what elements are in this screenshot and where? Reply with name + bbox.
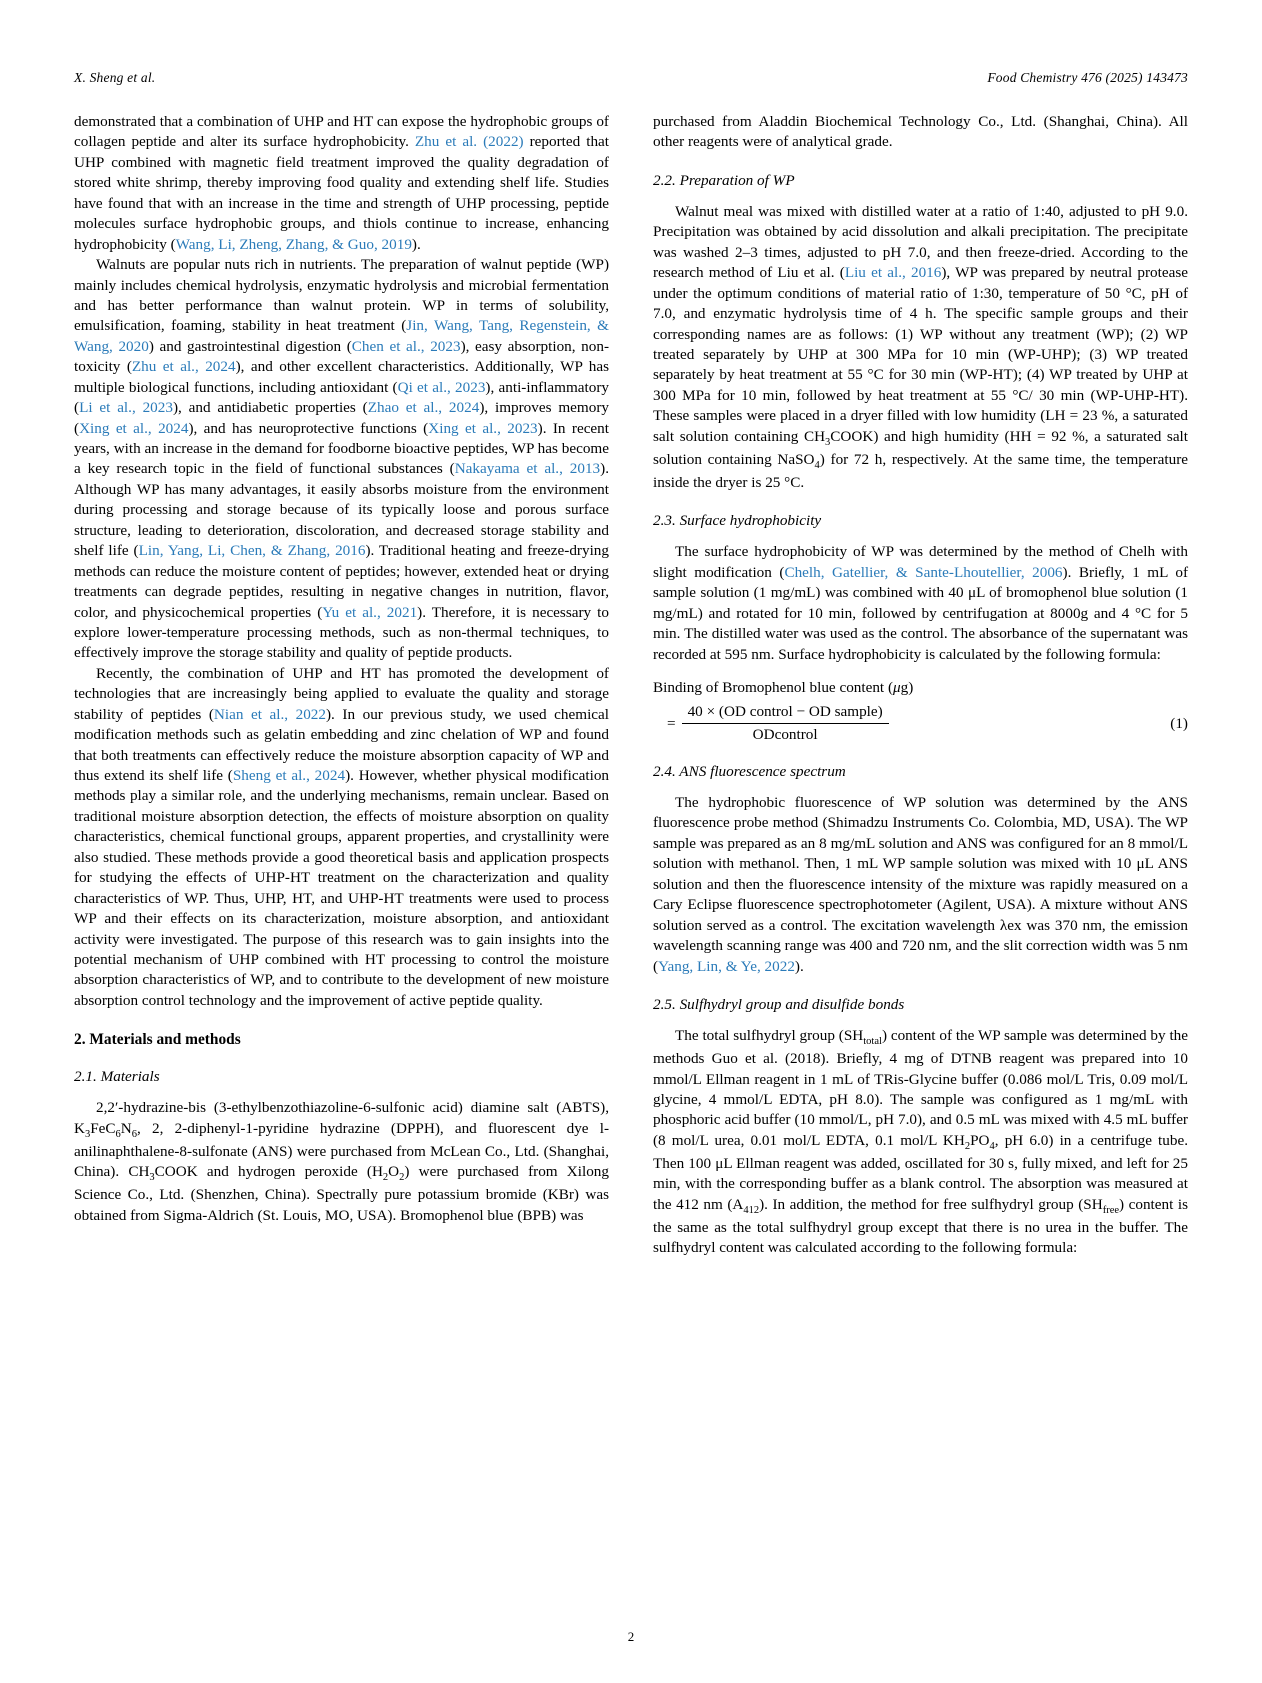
citation-link[interactable]: Nakayama et al., 2013 [454, 460, 601, 478]
citation-link[interactable]: Xing et al., 2023 [428, 419, 538, 437]
text-run: ) and gastrointestinal digestion ( [148, 337, 352, 355]
subsection-heading-surface-hydrophobicity: 2.3. Surface hydrophobicity [653, 512, 822, 530]
text-run: The surface hydrophobicity of WP was determined by the method of Chelh with slight modification ( [653, 543, 1188, 581]
paragraph-sulfhydryl-group: The total sulfhydryl group $(SH_{total})$ content of the WP sample was determined by the methods Guo et al. (2018). Briefly, 4 mg of DTNB reagent was prepared into 10 mmol/L Ellman reagent in 1 mL of TRis-Glycine buffer (0.086 mol/L Tris, 0.09 mol/L glycine, 4 mmol/L EDTA, pH 8.0). The sample was configured as 1 mg/mL with phosphoric acid buffer (10 mmol/L, pH 7.0), and 0.5 mL was mixed with 4.5 mL buffer (8 mol/L urea, 0.01 mol/L EDTA, 0.1 mol/L $KH_2PO_4$, pH 6.0) in a centrifuge tube. Then 100 μL Ellman reagent was added, oscillated for 30 s, fully mixed, and left for 25 min, with the corresponding buffer as a blank control. The absorption was measured at the 412 nm $(A_{412})$. In addition, the method for free sulfhydryl group $(SH_{free})$ content is the same as the total sulfhydryl group except that there is no urea in the buffer. The sulfhydryl content was calculated according to the following formula: [653, 1026, 1189, 1257]
text-run: ). Although WP has many advantages, it easily absorbs moisture from the environment during processing and storage because of its typically loose and porous surface structure, leading to deterioration, discoloration, and decreased storage stability and shelf life ( [74, 460, 609, 560]
running-head [74, 70, 1188, 86]
paragraph-surface-hydrophobicity [653, 542, 1188, 665]
two-column-body [74, 112, 1188, 1259]
fraction-numerator: 40 × (OD control − OD sample) [682, 703, 889, 724]
citation-link[interactable]: Lin, Yang, Li, Chen, & Zhang, 2016 [138, 542, 366, 560]
text-run: demonstrated that a combination of UHP and HT can expose the hydrophobic groups of collagen peptide and alter its surface hydrophobicity. [74, 113, 609, 151]
text-run: ). Traditional heating and freeze-drying methods can reduce the moisture content of peptides; however, extended heat or drying treatments can degrade peptides, resulting in negative changes in nutrition, flavor, color, and physicochemical properties ( [74, 542, 609, 621]
running-head-journal: Food Chemistry 476 (2025) 143473 [987, 70, 1188, 85]
citation-link[interactable]: Yang, Lin, & Ye, 2022 [658, 957, 795, 975]
formula-label-text: Binding of Bromophenol blue content (μg) [653, 679, 914, 697]
text-run: ), WP was prepared by neutral protease under the optimum conditions of material ratio of 1:30, temperature of 50 °C, pH of 7.0, and enzymatic hydrolysis time of 4 h. The specific sample groups and their corresponding names are as follows: (1) WP without any treatment (WP); (2) WP treated separately by UHP at 300 MPa for 10 min (WP-UHP); (3) WP treated separately by heat treatment at 55 °C for 30 min (WP-HT); (4) WP treated by UHP at 300 MPa for 10 min, followed by heat treatment at 55 °C/ 30 min (WP-UHP-HT). These samples were placed in a dryer filled with low humidity (LH = 23 %, a saturated salt solution containing $CH_3COOK$) and high humidity (HH = 92 %, a saturated salt solution containing NaSO$_4$) for 72 h, respectively. At the same time, the temperature inside the dryer is 25 °C. [653, 264, 1189, 491]
paragraph-preparation-of-wp [653, 202, 1188, 494]
text-run: ), easy absorption, non-toxicity ( [74, 337, 609, 376]
section-heading-materials-and-methods: 2. Materials and methods [74, 1031, 241, 1049]
left-column [74, 112, 609, 1226]
subsection-heading-ans-fluorescence-spectrum: 2.4. ANS fluorescence spectrum [653, 763, 846, 781]
text-run: reported that UHP combined with magnetic field treatment improved the quality degradation of stored white shrimp, thereby improving food quality and extending shelf life. Studies have found that with an increase in the time and strength of UHP processing, peptide molecules surface hydrophobic groups, and thiols continue to increase, enhancing hydrophobicity ( [74, 133, 609, 253]
text-run: ), anti-inflammatory ( [74, 378, 610, 417]
text-run: Walnuts are popular nuts rich in nutrients. The preparation of walnut peptide (WP) mainly includes chemical hydrolysis, enzymatic hydrolysis and microbial fermentation and has better performance than walnut protein. WP in terms of solubility, emulsification, foaming, stability in heat treatment ( [74, 256, 609, 335]
formula-label [653, 679, 1188, 697]
paragraph-continuation [74, 112, 609, 255]
text-run: ), and antidiabetic properties ( [172, 399, 368, 417]
equation-1 [653, 703, 1188, 744]
citation-link[interactable]: Zhu et al., 2024 [131, 358, 236, 376]
text-run: ). Therefore, it is necessary to explore lower-temperature processing methods, such as non-thermal techniques, to effectively improve the storage stability and quality of peptide products. [74, 603, 609, 662]
citation-link[interactable]: Chelh, Gatellier, & Sante-Lhoutellier, 2006 [784, 563, 1063, 581]
text-run: ). [411, 235, 421, 253]
subsection-heading-preparation-of-wp: 2.2. Preparation of WP [653, 171, 795, 189]
paragraph-recently [74, 664, 609, 1011]
equation-body [653, 703, 1142, 744]
text-run: ), improves memory ( [74, 399, 609, 437]
citation-link[interactable]: Sheng et al., 2024 [232, 767, 346, 784]
paragraph-reagents-continuation: purchased from Aladdin Biochemical Technology Co., Ltd. (Shanghai, China). All other reagents were of analytical grade. [653, 113, 1188, 151]
text-run: ), and has neuroprotective functions ( [188, 419, 429, 437]
fraction-denominator: ODcontrol [752, 726, 818, 744]
fraction [682, 703, 889, 744]
citation-link[interactable]: Chen et al., 2023 [351, 337, 461, 355]
citation-link[interactable]: Yu et al., 2021 [322, 603, 418, 621]
citation-link[interactable]: Li et al., 2023 [79, 399, 173, 417]
citation-link[interactable]: Liu et al., 2016 [844, 264, 942, 282]
citation-link[interactable]: Zhu et al. (2022) [414, 133, 524, 151]
paragraph-materials: 2,2′-hydrazine-bis (3-ethylbenzothiazoline-6-sulfonic acid) diamine salt (ABTS), $K_3FeC_6N_6$, 2, 2-diphenyl-1-pyridine hydrazine (DPPH), and fluorescent dye l-anilinaphthalene-8-sulfonate (ANS) were purchased from McLean Co., Ltd. (Shanghai, China). $CH_3COOK$ and hydrogen peroxide $(H_2O_2)$ were purchased from Xilong Science Co., Ltd. (Shenzhen, China). Spectrally pure potassium bromide (KBr) was obtained from Sigma-Aldrich (St. Louis, MO, USA). Bromophenol blue (BPB) was [74, 1099, 609, 1224]
text-run: Walnut meal was mixed with distilled water at a ratio of 1:40, adjusted to pH 9.0. Precipitation was obtained by acid dissolution and alkali precipitation. The precipitate was washed 2–3 times, adjusted to pH 7.0, and then freeze-dried. According to the research method of Liu et al. ( [653, 202, 1188, 282]
text-run: ), and other excellent characteristics. Additionally, WP has multiple biological functions, including antioxidant ( [74, 358, 610, 396]
equation-number: (1) [1170, 714, 1188, 732]
text-run: ). [794, 957, 804, 975]
text-run: ). In our previous study, we used chemical modification methods such as gelatin embedding and zinc chelation of WP and found that both treatments can effectively reduce the moisture absorption capacity of WP and thus extend its shelf life ( [74, 705, 609, 784]
equals-sign: = [667, 714, 676, 732]
running-head-authors: X. Sheng et al. [74, 70, 156, 85]
subsection-heading-sulfhydryl-group: 2.5. Sulfhydryl group and disulfide bonds [653, 995, 905, 1013]
citation-link[interactable]: Xing et al., 2024 [79, 419, 189, 437]
paragraph-ans-fluorescence [653, 793, 1188, 977]
citation-link[interactable]: Qi et al., 2023 [397, 378, 486, 396]
text-run: Recently, the combination of UHP and HT has promoted the development of technologies that are increasingly being applied to evaluate the quality and storage stability of peptides ( [74, 664, 609, 723]
right-column [653, 112, 1188, 1259]
paragraph-walnut-peptide [74, 255, 609, 664]
text-run: The hydrophobic fluorescence of WP solution was determined by the ANS fluorescence probe method (Shimadzu Instruments Co. Colombia, MD, USA). The WP sample was prepared as an 8 mg/mL solution and ANS was configured for an 8 mmol/L solution with methanol. Then, 1 mL WP sample solution was mixed with 10 μL ANS solution and then the fluorescence intensity of the mixture was rapidly measured on a Cary Eclipse fluorescence spectrophotometer (Agilent, USA). A mixture without ANS solution served as a control. The excitation wavelength λex was 370 nm, the emission wavelength scanning range was 400 and 720 nm, and the slit correction width was 5 nm ( [653, 794, 1188, 975]
citation-link[interactable]: Jin, Wang, Tang, Regenstein, & Wang, 2020 [74, 317, 609, 355]
page-number: 2 [627, 1629, 635, 1644]
text-run: ). Briefly, 1 mL of sample solution (1 mg/mL) was combined with 40 μL of bromophenol blue solution (1 mg/mL) and rotated for 10 min, followed by centrifugation at 8000g and 4 °C for 5 min. The distilled water was used as the control. The absorbance of the supernatant was recorded at 595 nm. Surface hydrophobicity is calculated by the following formula: [653, 563, 1188, 663]
subsection-heading-materials: 2.1. Materials [74, 1068, 160, 1086]
citation-link[interactable]: Wang, Li, Zheng, Zhang, & Guo, 2019 [175, 235, 412, 253]
citation-link[interactable]: Nian et al., 2022 [213, 705, 326, 723]
text-run: ). In recent years, with an increase in the demand for foodborne bioactive peptides, WP has become a key research topic in the field of functional substances ( [74, 419, 609, 478]
citation-link[interactable]: Zhao et al., 2024 [367, 399, 480, 417]
text-run: ). However, whether physical modification methods play a similar role, and the underlying mechanisms, remain unclear. Based on traditional moisture absorption detection, the effects of moisture absorption on quality characteristics, chemical functional groups, apparent properties, and crystallinity were also studied. These methods provide a good theoretical basis and application prospects for studying the effects of UHP-HT treatment on the characterization and quality characteristics of WP. Thus, UHP, HT, and UHP-HT treatments were used to process WP and their effects on its characterization, moisture absorption, and antioxidant activity were investigated. The purpose of this research was to gain insights into the potential mechanism of UHP combined with HT processing to control the moisture absorption characteristics of WP, and to contribute to the development of new moisture absorption control technology and the improvement of active peptide quality. [74, 767, 610, 1009]
